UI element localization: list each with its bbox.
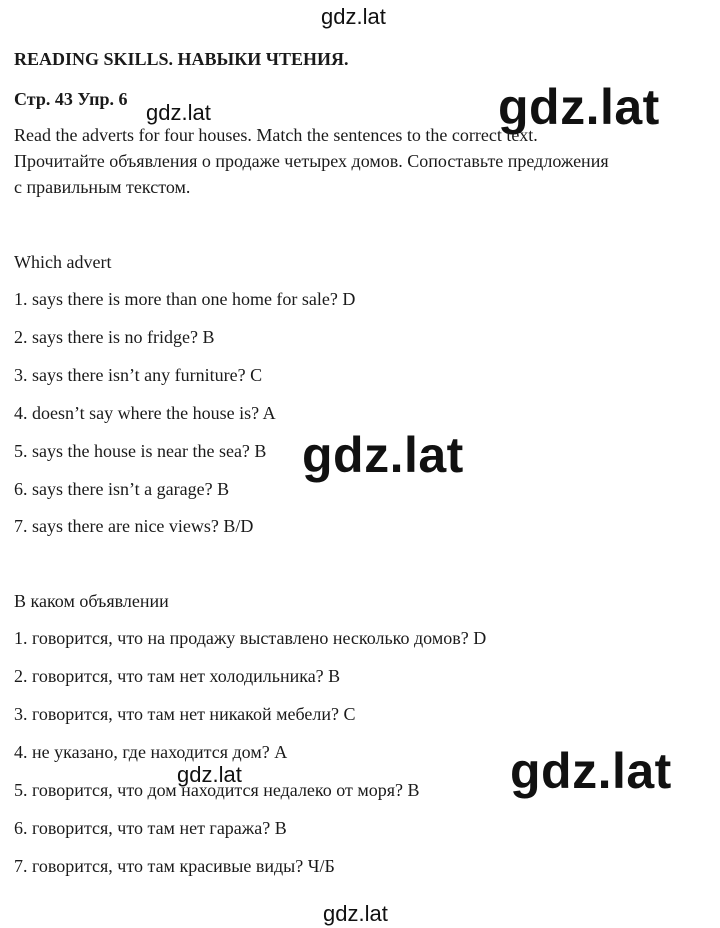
instruction-russian-line-1: Прочитайте объявления о продаже четырех домов. Сопоставьте предложения <box>14 151 609 171</box>
watermark-big-lower: gdz.lat <box>510 743 672 799</box>
english-item-1: 1. says there is more than one home for sale? D <box>14 289 356 309</box>
russian-item-3: 3. говорится, что там нет никакой мебели? С <box>14 704 356 724</box>
english-item-5: 5. says the house is near the sea? B <box>14 441 267 461</box>
russian-heading: В каком объявлении <box>14 591 169 611</box>
russian-item-5: 5. говорится, что дом находится недалеко от моря? В <box>14 780 420 800</box>
english-item-4: 4. doesn’t say where the house is? A <box>14 403 276 423</box>
document-title: READING SKILLS. НАВЫКИ ЧТЕНИЯ. <box>14 49 349 69</box>
english-heading: Which advert <box>14 252 112 272</box>
watermark-big-middle: gdz.lat <box>302 427 464 483</box>
watermark-small-lower: gdz.lat <box>177 762 242 787</box>
english-item-3: 3. says there isn’t any furniture? C <box>14 365 263 385</box>
english-item-2: 2. says there is no fridge? B <box>14 327 215 347</box>
russian-item-7: 7. говорится, что там красивые виды? Ч/Б <box>14 856 335 876</box>
russian-item-2: 2. говорится, что там нет холодильника? В <box>14 666 341 686</box>
russian-item-6: 6. говорится, что там нет гаража? В <box>14 818 287 838</box>
english-item-6: 6. says there isn’t a garage? B <box>14 479 230 499</box>
watermark-big-upper: gdz.lat <box>498 79 660 135</box>
page-reference: Стр. 43 Упр. 6 <box>14 89 128 109</box>
instruction-english: Read the adverts for four houses. Match the sentences to the correct text. <box>14 125 538 145</box>
instruction-russian-line-2: с правильным текстом. <box>14 177 191 197</box>
watermark-top: gdz.lat <box>321 4 386 29</box>
russian-item-1: 1. говорится, что на продажу выставлено несколько домов? D <box>14 628 487 648</box>
english-item-7: 7. says there are nice views? B/D <box>14 516 254 536</box>
russian-item-4: 4. не указано, где находится дом? А <box>14 742 288 762</box>
watermark-bottom: gdz.lat <box>323 901 388 926</box>
watermark-small-upper: gdz.lat <box>146 100 211 125</box>
